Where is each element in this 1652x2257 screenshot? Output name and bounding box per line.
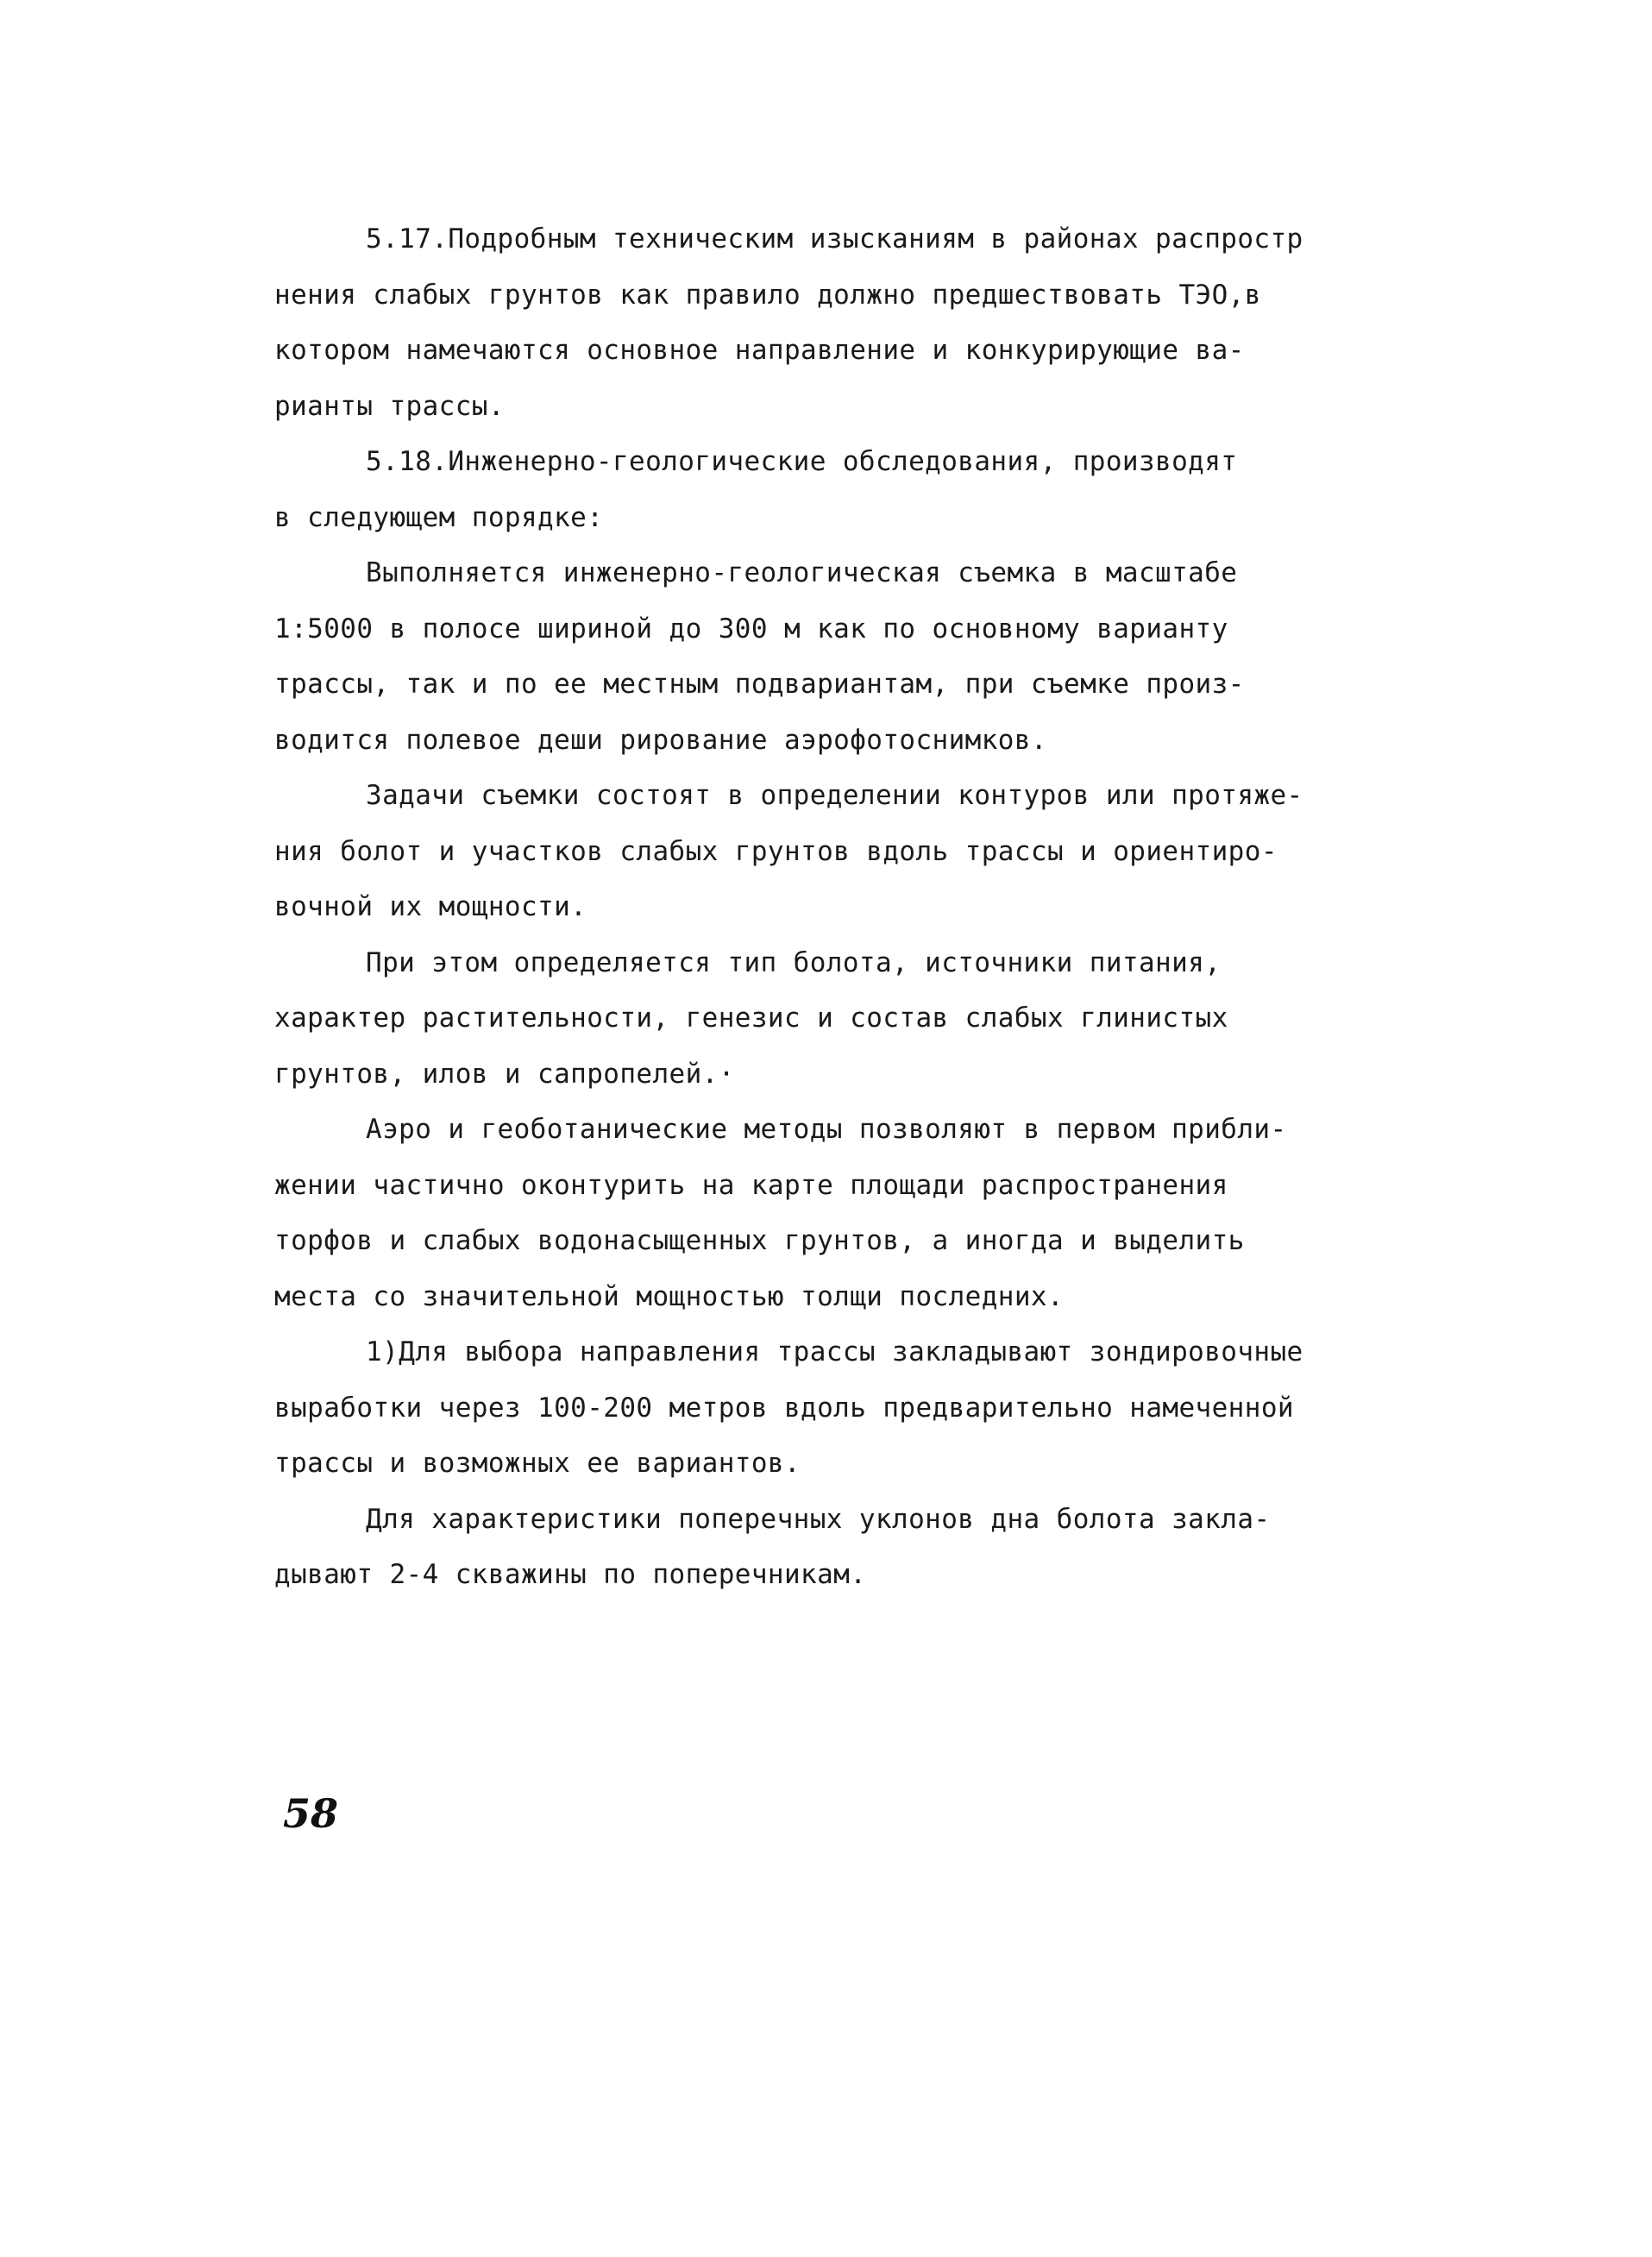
text-line: котором намечаются основное направление и конкурирующие ва-	[274, 335, 1245, 366]
text-line: Выполняется инженерно-геологическая съемка в масштабе	[366, 557, 1238, 588]
text-line: нения слабых грунтов как правило должно предшествовать ТЭО,в	[274, 279, 1261, 311]
body-text	[274, 211, 1353, 1603]
paragraph-survey	[274, 545, 1353, 768]
text-line: трассы, так и по ее местным подвариантам, при съемке произ-	[274, 669, 1245, 700]
text-line: грунтов, илов и сапропелей.·	[274, 1058, 735, 1090]
text-line: водится полевое деши рирование аэрофотоснимков.	[274, 724, 1047, 756]
text-line: При этом определяется тип болота, источники питания,	[366, 946, 1222, 978]
paragraph-slopes	[274, 1492, 1353, 1603]
text-line: дывают 2-4 скважины по поперечникам.	[274, 1559, 867, 1590]
text-line: характер растительности, генезис и состав слабых глинистых	[274, 1003, 1228, 1034]
text-line: выработки через 100-200 метров вдоль предварительно намеченной	[274, 1392, 1294, 1424]
text-line: Аэро и геоботанические методы позволяют в первом прибли-	[366, 1114, 1287, 1145]
paragraph-item-1	[274, 1324, 1353, 1492]
paragraph-tasks	[274, 768, 1353, 935]
text-line: Задачи съемки состоят в определении контуров или протяже-	[366, 780, 1303, 811]
paragraph-5-17	[274, 211, 1353, 434]
text-line: в следующем порядке:	[274, 501, 604, 533]
text-line: ния болот и участков слабых грунтов вдоль трассы и ориентиро-	[274, 835, 1278, 867]
text-line: места со значительной мощностью толщи последних.	[274, 1280, 1065, 1312]
text-line: вочной их мощности.	[274, 891, 587, 922]
text-line: трассы и возможных ее вариантов.	[274, 1448, 801, 1479]
page-number: 58	[283, 1790, 339, 1837]
text-line: рианты трассы.	[274, 390, 505, 422]
paragraph-bog-type	[274, 935, 1353, 1103]
text-line: 1:5000 в полосе шириной до 300 м как по основному варианту	[274, 613, 1228, 644]
text-line: 1)Для выбора направления трассы закладывают зондировочные	[366, 1336, 1303, 1367]
text-line: Для характеристики поперечных уклонов дна болота закла-	[366, 1503, 1271, 1535]
text-line: торфов и слабых водонасыщенных грунтов, а иногда и выделить	[274, 1225, 1245, 1256]
paragraph-5-18	[274, 434, 1353, 545]
text-line: 5.17.Подробным техническим изысканиям в районах распростр	[366, 223, 1303, 255]
text-line: жении частично оконтурить на карте площади распространения	[274, 1169, 1228, 1201]
text-line: 5.18.Инженерно-геологические обследования, производят	[366, 446, 1238, 477]
paragraph-aero	[274, 1102, 1353, 1324]
